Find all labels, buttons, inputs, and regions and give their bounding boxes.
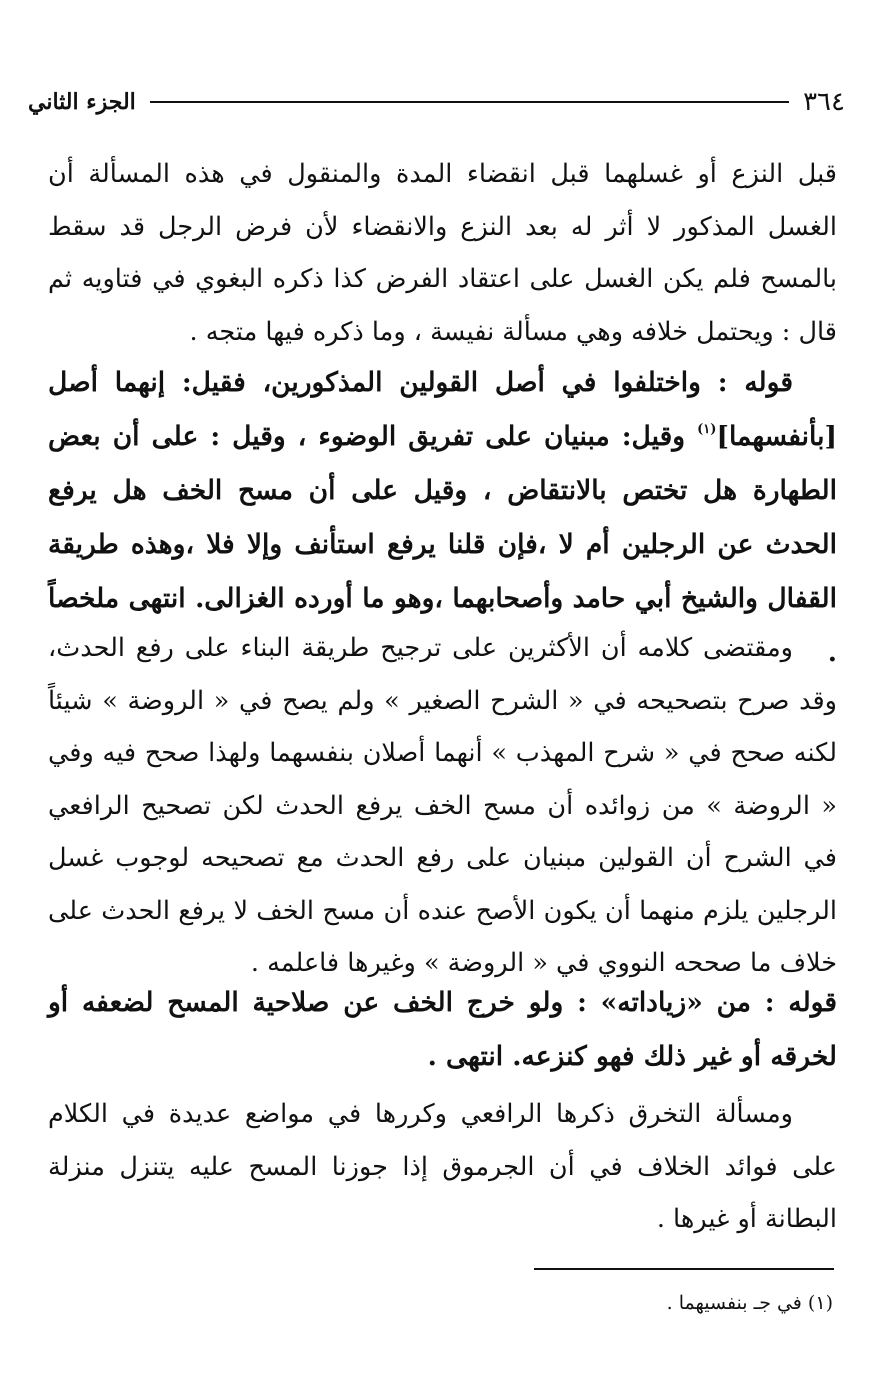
footnote-ref[interactable]: (١) xyxy=(697,422,717,437)
footnote xyxy=(48,1288,833,1318)
paragraph-3-text: ومقتضى كلامه أن الأكثرين على ترجيح طريقة البناء على رفع الحدث، وقد صرح بتصحيحه في « الشرح الصغير » ولم يصح في « الروضة » شيئاً لكنه صحح في « شرح المهذب » أنهما أصلان بنفسهما ولهذا صحح فيه وفي « الروضة » من زوائده أن مسح الخف يرفع الحدث لكن تصحيح الرافعي في الشرح أن القولين مبنيان على رفع الحدث مع تصحيحه لوجوب غسل الرجلين يلزم منهما أن يكون الأصح عنده أن مسح الخف لا يرفع الحدث على خلاف ما صححه النووي في « الروضة » وغيرها فاعلمه . xyxy=(48,633,837,978)
paragraph-1-text: قبل النزع أو غسلهما قبل انقضاء المدة والمنقول في هذه المسألة أن الغسل المذكور لا أثر له بعد النزع والانقضاء لأن فرض الرجل قد سقط بالمسح فلم يكن الغسل على اعتقاد الفرض كذا ذكره البغوي في فتاويه ثم قال : ويحتمل خلافه وهي مسألة نفيسة ، وما ذكره فيها متجه . xyxy=(48,159,837,347)
paragraph-4-text: قوله : من «زياداته» : ولو خرج الخف عن صلاحية المسح لضعفه أو لخرقه أو غير ذلك فهو كنزعه. انتهى . xyxy=(48,987,837,1072)
paragraph-5 xyxy=(48,1088,837,1246)
paragraph-4-quote xyxy=(48,976,837,1084)
paragraph-3 xyxy=(48,622,837,990)
section-title: الجزء الثاني xyxy=(28,89,136,115)
footnote-separator xyxy=(534,1268,834,1270)
paragraph-1 xyxy=(48,148,837,358)
header-rule xyxy=(150,101,789,103)
paragraph-2-text-a: قوله : واختلفوا في أصل القولين المذكورين، فقيل: إنهما أصل [بأنفسهما] xyxy=(48,367,837,452)
paragraph-2-text-b: وقيل: مبنيان على تفريق الوضوء ، وقيل : على أن بعض الطهارة هل تختص بالانتقاض ، وقيل على أن مسح الخف هل يرفع الحدث عن الرجلين أم لا ،فإن قلنا يرفع استأنف وإلا فلا ،وهذه طريقة القفال والشيخ أبي حامد وأصحابهما ،وهو ما أورده الغزالى. انتهى ملخصاً . xyxy=(48,421,837,668)
footnote-text: (١) في جـ بنفسيهما . xyxy=(666,1292,833,1314)
paragraph-5-text: ومسألة التخرق ذكرها الرافعي وكررها في مواضع عديدة في الكلام على فوائد الخلاف في أن الجرموق إذا جوزنا المسح عليه يتنزل منزلة البطانة أو غيرها . xyxy=(48,1099,837,1234)
page-number: ٣٦٤ xyxy=(803,87,845,117)
running-header xyxy=(28,82,845,122)
